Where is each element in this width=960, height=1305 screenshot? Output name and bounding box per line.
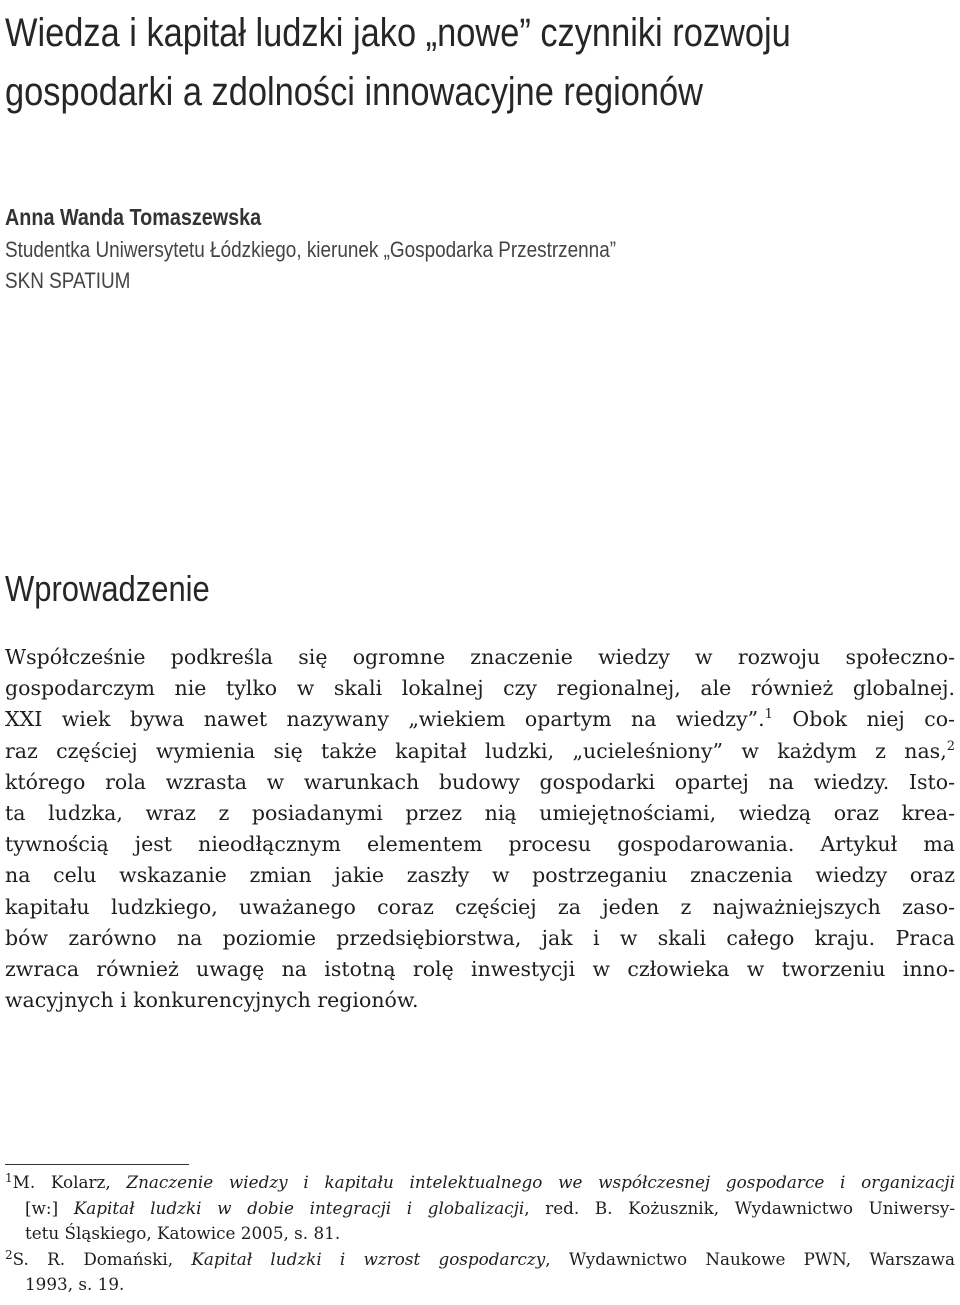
body-line: zwraca również uwagę na istotną rolę inwestycji w człowieka w tworzeniu inno-: [5, 956, 955, 981]
body-line: tywnością jest nieodłącznym elementem procesu gospodarowania. Artykuł ma: [5, 832, 955, 857]
article-title: Wiedza i kapitał ludzki jako „nowe” czynniki rozwoju gospodarki a zdolności innowacyjne regionów: [5, 11, 791, 114]
footnote-number: 1: [5, 1171, 13, 1185]
body-line: kapitału ludzkiego, uważanego coraz częściej za jeden z najważniejszych zaso-: [5, 894, 955, 919]
body-paragraph: [5, 642, 955, 1016]
footnote-number: 2: [5, 1247, 13, 1262]
body-line: XXI wiek bywa nawet nazywany „wiekiem opartym na wiedzy”.$^1$ Obok niej co-: [5, 707, 955, 732]
body-line: wacyjnych i konkurencyjnych regionów.: [5, 988, 419, 1013]
footnote-ref[interactable]: 2: [946, 738, 955, 754]
body-line: raz częściej wymienia się także kapitał ludzki, „ucieleśniony” w każdym z nas,$^2$: [5, 738, 955, 763]
body-line: bów zarówno na poziomie przedsiębiorstwa, jak i w skali całego kraju. Praca: [5, 925, 955, 950]
author-affiliation: Studentka Uniwersytetu Łódzkiego, kierunek „Gospodarka Przestrzenna”: [5, 237, 617, 262]
author-organization: SKN SPATIUM: [5, 268, 131, 293]
footnote-1-cont: [w:] Kapitał ludzki w dobie integracji i globalizacji, red. B. Kożusznik, Wydawnictwo Uniwersy-: [25, 1197, 956, 1218]
section-heading: Wprowadzenie: [5, 568, 210, 609]
footnote-ref[interactable]: 1: [764, 707, 773, 723]
body-line: ta ludzka, wraz z posiadanymi przez nią umiejętnościami, wiedzą oraz krea-: [5, 800, 955, 825]
body-line: Współcześnie podkreśla się ogromne znaczenie wiedzy w rozwoju społeczno-: [5, 645, 955, 669]
footnotes: [5, 1170, 955, 1298]
footnote-2: $^2$S. R. Domański, Kapitał ludzki i wzrost gospodarczy, Wydawnictwo Naukowe PWN, Warszawa: [5, 1247, 955, 1269]
body-line: na celu wskazanie zmian jakie zaszły w postrzeganiu znaczenia wiedzy oraz: [5, 863, 955, 888]
body-line: którego rola wzrasta w warunkach budowy gospodarki opartej na wiedzy. Isto-: [5, 769, 955, 794]
footnote-separator: [5, 1164, 189, 1165]
body-line: gospodarczym nie tylko w skali lokalnej czy regionalnej, ale również globalnej.: [5, 676, 955, 701]
footnote-1-cont: tetu Śląskiego, Katowice 2005, s. 81.: [25, 1223, 341, 1243]
author-name: Anna Wanda Tomaszewska: [5, 204, 262, 230]
footnote-1: $^1$M. Kolarz, Znaczenie wiedzy i kapitału intelektualnego we współczesnej gospodarce i organizacji: [5, 1171, 955, 1192]
footnote-2-cont: 1993, s. 19.: [25, 1274, 125, 1294]
